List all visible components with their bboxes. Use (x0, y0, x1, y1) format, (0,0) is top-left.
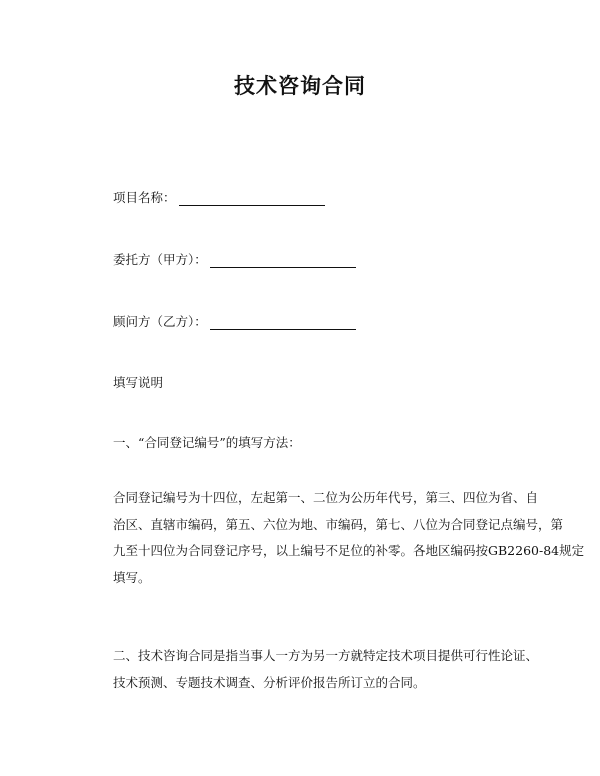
section2-line: 技术预测、专题技术调查、分析评价报告所订立的合同。 (113, 674, 426, 690)
section1-line: 治区、直辖市编码，第五、六位为地、市编码，第七、八位为合同登记点编号，第 (113, 516, 564, 532)
section1-line: 九至十四位为合同登记序号，以上编号不足位的补零。各地区编码按GB2260-84规定 (113, 543, 585, 558)
client-blank-line (210, 255, 356, 268)
section1-line: 合同登记编号为十四位，左起第一、二位为公历年代号，第三、四位为省、自 (113, 490, 539, 505)
project-name-label: 项目名称： (113, 190, 176, 205)
project-name-blank-line (179, 193, 325, 206)
instructions-heading: 填写说明 (113, 375, 164, 390)
consultant-label: 顾问方（乙方）： (113, 314, 207, 329)
project-name-field (113, 188, 325, 206)
client-field (113, 250, 356, 268)
section1-line: 填写。 (113, 569, 151, 585)
consultant-field (113, 312, 356, 330)
section1-paragraph (113, 485, 585, 591)
client-label: 委托方（甲方）： (113, 252, 207, 267)
consultant-blank-line (210, 317, 356, 330)
section2-line: 二、技术咨询合同是指当事人一方为另一方就特定技术项目提供可行性论证、 (113, 648, 539, 663)
section1-heading: 一、“合同登记编号”的填写方法： (113, 435, 301, 450)
document-title: 技术咨询合同 (234, 74, 366, 98)
section2-paragraph (113, 643, 539, 696)
